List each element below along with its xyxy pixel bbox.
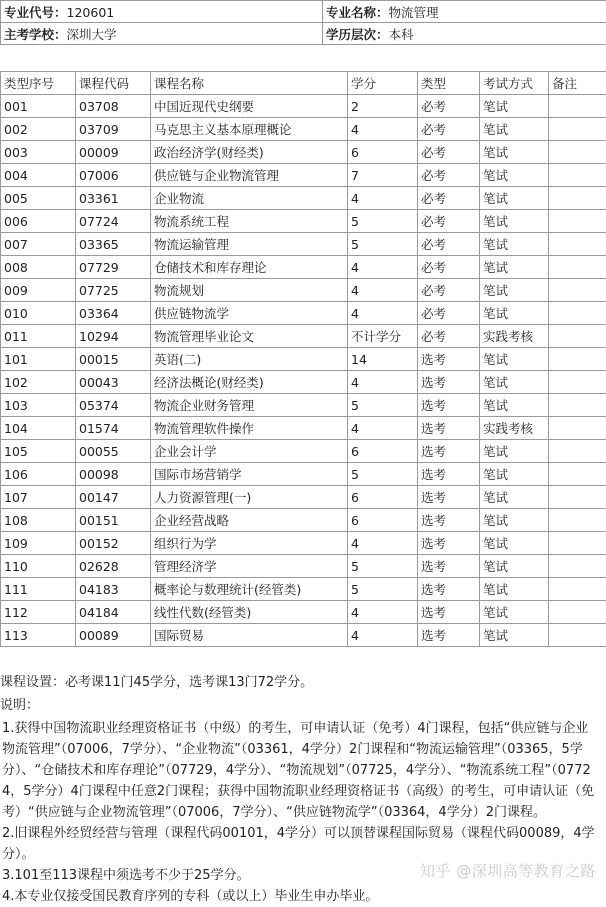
- cell-name: 经济法概论(财经类): [151, 371, 348, 394]
- level-label: 学历层次：: [326, 27, 389, 42]
- cell-credit: 5: [348, 555, 418, 578]
- note-item: 1.获得中国物流职业经理资格证书（中级）的考生，可申请认证（免考）4门课程，包括“供应链与企业物流管理”（07006，7学分）、“企业物流”（03361，4学分）2门课程和“物流运输管理”（03365，5学分）、“仓储技术和库存理论”（07729，4学分）、“物流规划”（07725，4学分）、“物流系统工程”（07724，5学分）4门课程中任意2门课程；获得中国物流职业经理资格证书（高级）的考生，可申请认证（免考）“供应链与企业物流管理”（07006，7学分）、“供应链物流学”（03364，4学分）2门课程。: [2, 718, 600, 823]
- cell-code: 00009: [76, 141, 151, 164]
- cell-exam: 笔试: [480, 578, 549, 601]
- cell-exam: 笔试: [480, 371, 549, 394]
- cell-code: 03709: [76, 118, 151, 141]
- major-code-label: 专业代号：: [4, 5, 67, 20]
- cell-credit: 14: [348, 348, 418, 371]
- cell-remark: [549, 486, 606, 509]
- cell-seq: 007: [1, 233, 76, 256]
- cell-remark: [549, 417, 606, 440]
- cell-seq: 107: [1, 486, 76, 509]
- cell-credit: 4: [348, 302, 418, 325]
- note-item: 4.本专业仅接受国民教育序列的专科（或以上）毕业生申办毕业。: [2, 886, 600, 907]
- cell-exam: 笔试: [480, 233, 549, 256]
- cell-type: 必考: [418, 233, 480, 256]
- cell-type: 必考: [418, 95, 480, 118]
- cell-credit: 4: [348, 624, 418, 647]
- cell-code: 07724: [76, 210, 151, 233]
- table-row: [1, 440, 606, 463]
- cell-code: 10294: [76, 325, 151, 348]
- notes-title: 说明：: [0, 695, 606, 716]
- cell-exam: 笔试: [480, 141, 549, 164]
- cell-exam: 实践考核: [480, 417, 549, 440]
- cell-code: 04183: [76, 578, 151, 601]
- cell-name: 国际市场营销学: [151, 463, 348, 486]
- cell-credit: 5: [348, 463, 418, 486]
- course-table: [0, 71, 606, 647]
- cell-name: 仓储技术和库存理论: [151, 256, 348, 279]
- table-row: [1, 486, 606, 509]
- major-name-cell: [323, 1, 606, 23]
- cell-remark: [549, 233, 606, 256]
- table-row: [1, 233, 606, 256]
- cell-remark: [549, 325, 606, 348]
- cell-type: 选考: [418, 624, 480, 647]
- cell-remark: [549, 440, 606, 463]
- column-header-exam: 考试方式: [480, 72, 549, 95]
- cell-type: 必考: [418, 325, 480, 348]
- cell-name: 管理经济学: [151, 555, 348, 578]
- cell-seq: 008: [1, 256, 76, 279]
- cell-type: 选考: [418, 440, 480, 463]
- cell-name: 概率论与数理统计(经管类): [151, 578, 348, 601]
- major-name-value: 物流管理: [389, 5, 439, 20]
- cell-seq: 102: [1, 371, 76, 394]
- note-item: 3.101至113课程中须选考不少于25学分。: [2, 865, 600, 886]
- cell-credit: 6: [348, 141, 418, 164]
- cell-type: 必考: [418, 187, 480, 210]
- cell-exam: 笔试: [480, 256, 549, 279]
- table-row: [1, 141, 606, 164]
- table-row: [1, 256, 606, 279]
- table-row: [1, 509, 606, 532]
- cell-seq: 101: [1, 348, 76, 371]
- cell-credit: 6: [348, 509, 418, 532]
- cell-exam: 笔试: [480, 164, 549, 187]
- school-label: 主考学校：: [4, 27, 67, 42]
- cell-type: 选考: [418, 394, 480, 417]
- school-cell: [1, 23, 323, 45]
- cell-remark: [549, 256, 606, 279]
- cell-name: 物流规划: [151, 279, 348, 302]
- cell-exam: 笔试: [480, 486, 549, 509]
- cell-name: 英语(二): [151, 348, 348, 371]
- cell-credit: 4: [348, 532, 418, 555]
- table-row: [1, 187, 606, 210]
- cell-exam: 笔试: [480, 302, 549, 325]
- cell-seq: 104: [1, 417, 76, 440]
- cell-remark: [549, 371, 606, 394]
- cell-credit: 5: [348, 210, 418, 233]
- cell-type: 选考: [418, 578, 480, 601]
- table-row: [1, 348, 606, 371]
- table-header-row: [1, 72, 606, 95]
- cell-credit: 5: [348, 233, 418, 256]
- cell-name: 物流管理毕业论文: [151, 325, 348, 348]
- table-row: [1, 118, 606, 141]
- major-info-table: [0, 0, 606, 45]
- cell-remark: [549, 187, 606, 210]
- cell-remark: [549, 279, 606, 302]
- cell-type: 选考: [418, 532, 480, 555]
- cell-code: 00147: [76, 486, 151, 509]
- column-header-credit: 学分: [348, 72, 418, 95]
- cell-exam: 实践考核: [480, 325, 549, 348]
- table-row: [1, 417, 606, 440]
- cell-code: 00055: [76, 440, 151, 463]
- cell-name: 物流系统工程: [151, 210, 348, 233]
- cell-code: 00015: [76, 348, 151, 371]
- course-summary: 课程设置：必考课11门45学分，选考课13门72学分。: [0, 672, 606, 693]
- cell-remark: [549, 463, 606, 486]
- cell-code: 07006: [76, 164, 151, 187]
- major-name-label: 专业名称：: [326, 5, 389, 20]
- cell-type: 必考: [418, 210, 480, 233]
- cell-name: 企业经营战略: [151, 509, 348, 532]
- cell-seq: 106: [1, 463, 76, 486]
- cell-remark: [549, 164, 606, 187]
- cell-remark: [549, 555, 606, 578]
- cell-credit: 4: [348, 256, 418, 279]
- cell-credit: 4: [348, 279, 418, 302]
- cell-code: 00089: [76, 624, 151, 647]
- cell-code: 07725: [76, 279, 151, 302]
- cell-type: 必考: [418, 256, 480, 279]
- cell-exam: 笔试: [480, 348, 549, 371]
- cell-credit: 4: [348, 601, 418, 624]
- watermark-text: 知乎 @深圳高等教育之路: [420, 860, 596, 881]
- cell-code: 00043: [76, 371, 151, 394]
- cell-exam: 笔试: [480, 463, 549, 486]
- table-row: [1, 578, 606, 601]
- cell-seq: 002: [1, 118, 76, 141]
- cell-seq: 006: [1, 210, 76, 233]
- cell-seq: 010: [1, 302, 76, 325]
- cell-remark: [549, 302, 606, 325]
- major-code-cell: [1, 1, 323, 23]
- cell-remark: [549, 509, 606, 532]
- cell-type: 必考: [418, 141, 480, 164]
- column-header-type: 类型: [418, 72, 480, 95]
- table-row: [1, 624, 606, 647]
- cell-type: 必考: [418, 164, 480, 187]
- cell-exam: 笔试: [480, 440, 549, 463]
- cell-code: 05374: [76, 394, 151, 417]
- column-header-name: 课程名称: [151, 72, 348, 95]
- column-header-remark: 备注: [549, 72, 606, 95]
- cell-name: 国际贸易: [151, 624, 348, 647]
- table-row: [1, 95, 606, 118]
- cell-credit: 5: [348, 578, 418, 601]
- cell-exam: 笔试: [480, 187, 549, 210]
- cell-name: 组织行为学: [151, 532, 348, 555]
- cell-seq: 001: [1, 95, 76, 118]
- cell-code: 04184: [76, 601, 151, 624]
- cell-code: 03361: [76, 187, 151, 210]
- cell-credit: 不计学分: [348, 325, 418, 348]
- table-row: [1, 325, 606, 348]
- table-row: [1, 463, 606, 486]
- cell-exam: 笔试: [480, 509, 549, 532]
- cell-code: 00152: [76, 532, 151, 555]
- cell-code: 00151: [76, 509, 151, 532]
- table-row: [1, 371, 606, 394]
- cell-type: 选考: [418, 555, 480, 578]
- cell-seq: 108: [1, 509, 76, 532]
- table-row: [1, 555, 606, 578]
- cell-credit: 2: [348, 95, 418, 118]
- cell-type: 选考: [418, 348, 480, 371]
- cell-seq: 009: [1, 279, 76, 302]
- cell-credit: 7: [348, 164, 418, 187]
- cell-name: 供应链与企业物流管理: [151, 164, 348, 187]
- table-row: [1, 394, 606, 417]
- cell-code: 03708: [76, 95, 151, 118]
- note-item: 2.旧课程外经贸经营与管理（课程代码00101，4学分）可以顶替课程国际贸易（课程代码00089，4学分）。: [2, 823, 600, 865]
- major-code-value: 120601: [67, 5, 115, 20]
- cell-remark: [549, 624, 606, 647]
- cell-seq: 003: [1, 141, 76, 164]
- cell-code: 02628: [76, 555, 151, 578]
- cell-credit: 4: [348, 371, 418, 394]
- cell-remark: [549, 95, 606, 118]
- cell-exam: 笔试: [480, 118, 549, 141]
- cell-seq: 004: [1, 164, 76, 187]
- table-row: [1, 601, 606, 624]
- cell-credit: 6: [348, 440, 418, 463]
- cell-remark: [549, 394, 606, 417]
- table-row: [1, 532, 606, 555]
- column-header-seq: 类型序号: [1, 72, 76, 95]
- table-row: [1, 164, 606, 187]
- school-value: 深圳大学: [67, 27, 117, 42]
- cell-exam: 笔试: [480, 555, 549, 578]
- cell-name: 供应链物流学: [151, 302, 348, 325]
- cell-exam: 笔试: [480, 394, 549, 417]
- cell-name: 物流运输管理: [151, 233, 348, 256]
- cell-code: 01574: [76, 417, 151, 440]
- cell-type: 选考: [418, 486, 480, 509]
- cell-name: 物流企业财务管理: [151, 394, 348, 417]
- cell-seq: 109: [1, 532, 76, 555]
- cell-code: 07729: [76, 256, 151, 279]
- cell-seq: 005: [1, 187, 76, 210]
- cell-exam: 笔试: [480, 624, 549, 647]
- cell-type: 选考: [418, 509, 480, 532]
- cell-type: 选考: [418, 463, 480, 486]
- cell-credit: 4: [348, 417, 418, 440]
- cell-type: 必考: [418, 279, 480, 302]
- cell-code: 03365: [76, 233, 151, 256]
- table-row: [1, 279, 606, 302]
- cell-seq: 105: [1, 440, 76, 463]
- cell-remark: [549, 210, 606, 233]
- cell-name: 线性代数(经管类): [151, 601, 348, 624]
- cell-exam: 笔试: [480, 95, 549, 118]
- cell-credit: 4: [348, 118, 418, 141]
- cell-name: 物流管理软件操作: [151, 417, 348, 440]
- cell-exam: 笔试: [480, 601, 549, 624]
- cell-exam: 笔试: [480, 210, 549, 233]
- cell-remark: [549, 578, 606, 601]
- cell-credit: 4: [348, 187, 418, 210]
- level-cell: [323, 23, 606, 45]
- cell-type: 必考: [418, 302, 480, 325]
- cell-remark: [549, 601, 606, 624]
- cell-code: 03364: [76, 302, 151, 325]
- cell-seq: 111: [1, 578, 76, 601]
- column-header-code: 课程代码: [76, 72, 151, 95]
- cell-remark: [549, 348, 606, 371]
- cell-type: 选考: [418, 371, 480, 394]
- cell-remark: [549, 141, 606, 164]
- cell-seq: 011: [1, 325, 76, 348]
- cell-name: 企业物流: [151, 187, 348, 210]
- cell-name: 政治经济学(财经类): [151, 141, 348, 164]
- cell-seq: 112: [1, 601, 76, 624]
- cell-credit: 6: [348, 486, 418, 509]
- cell-exam: 笔试: [480, 532, 549, 555]
- cell-credit: 5: [348, 394, 418, 417]
- table-row: [1, 302, 606, 325]
- cell-type: 选考: [418, 601, 480, 624]
- cell-name: 马克思主义基本原理概论: [151, 118, 348, 141]
- cell-seq: 103: [1, 394, 76, 417]
- cell-name: 企业会计学: [151, 440, 348, 463]
- cell-type: 必考: [418, 118, 480, 141]
- cell-name: 中国近现代史纲要: [151, 95, 348, 118]
- cell-type: 选考: [418, 417, 480, 440]
- level-value: 本科: [389, 27, 414, 42]
- table-row: [1, 210, 606, 233]
- cell-code: 00098: [76, 463, 151, 486]
- cell-remark: [549, 532, 606, 555]
- cell-exam: 笔试: [480, 279, 549, 302]
- cell-seq: 113: [1, 624, 76, 647]
- cell-seq: 110: [1, 555, 76, 578]
- cell-remark: [549, 118, 606, 141]
- cell-name: 人力资源管理(一): [151, 486, 348, 509]
